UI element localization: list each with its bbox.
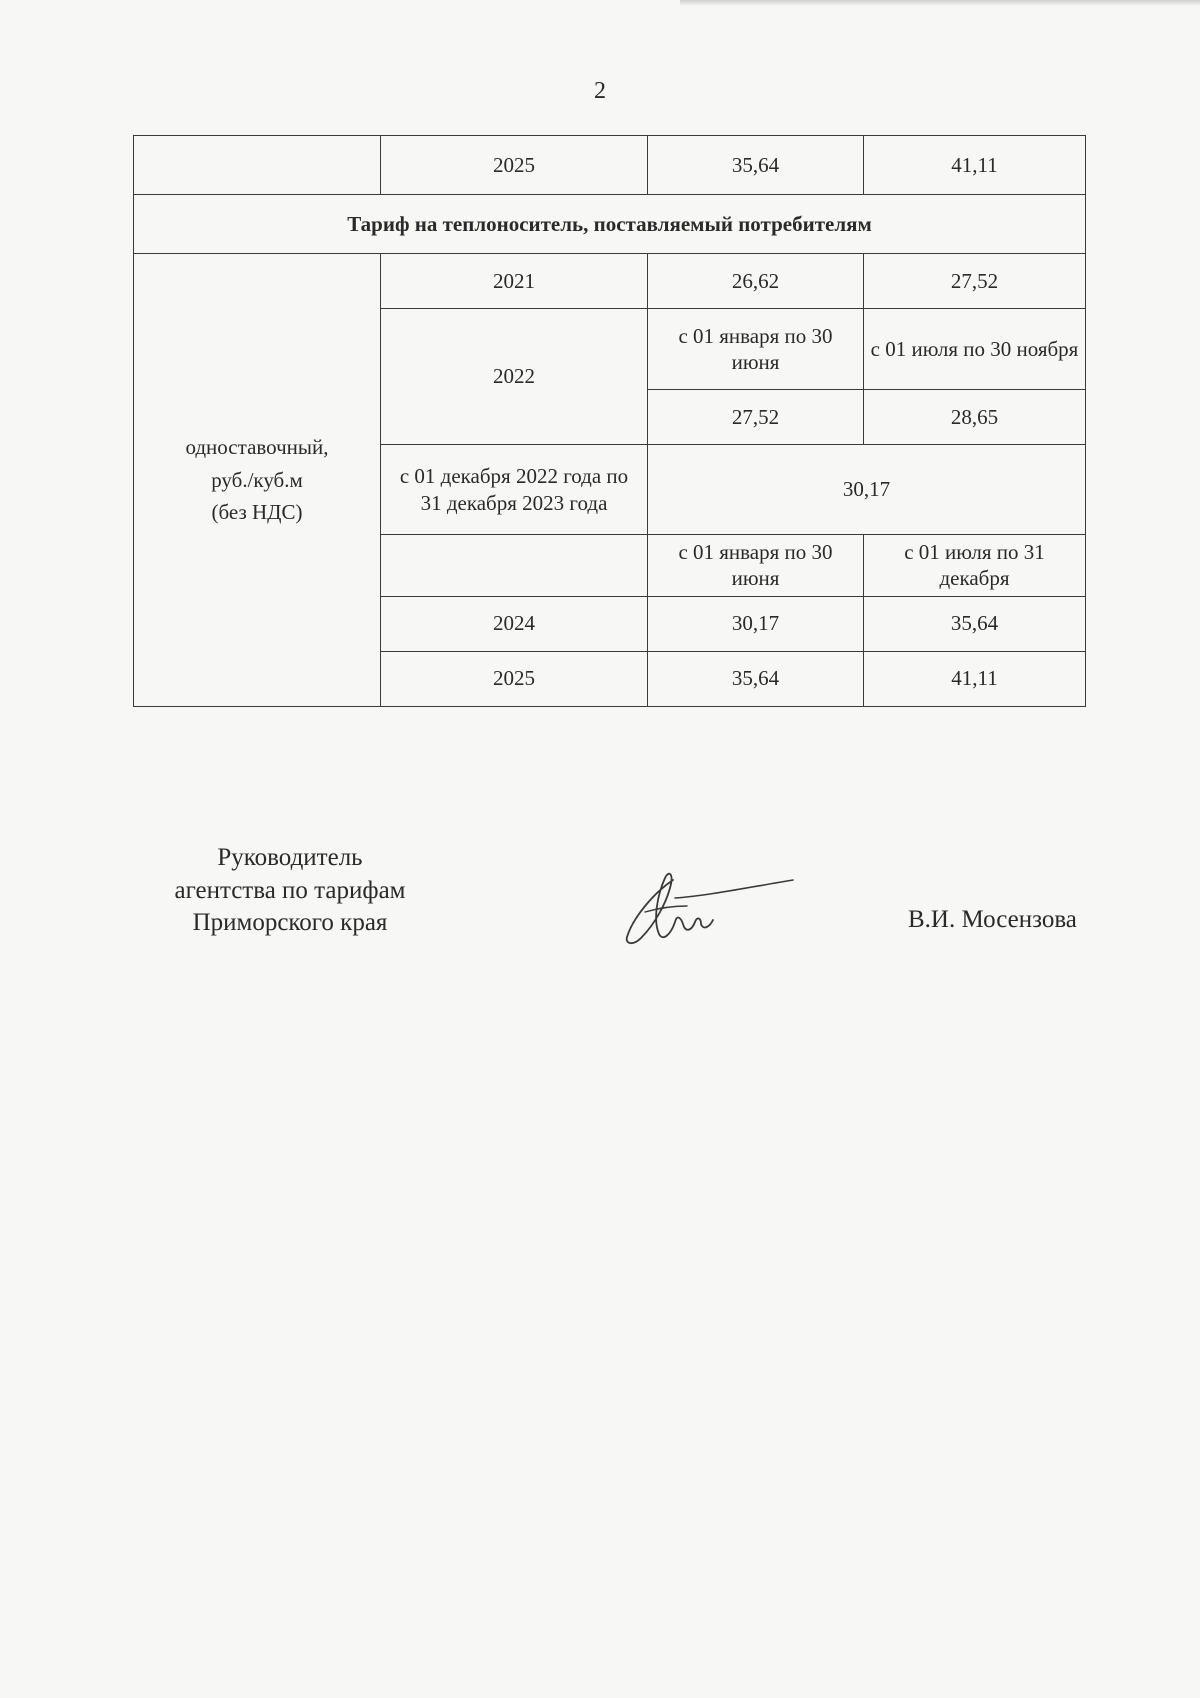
value-cell: 35,64 (864, 596, 1086, 651)
tariff-table (133, 135, 1086, 707)
tariff-type-line: одноставочный, (185, 435, 329, 460)
value-cell: 28,65 (864, 390, 1086, 445)
value-cell: 35,64 (648, 136, 864, 195)
year-cell: 2021 (381, 254, 648, 309)
signer-name: В.И. Мосензова (908, 906, 1077, 933)
period-cell: с 01 июля по 31 декабря (864, 535, 1086, 597)
value-cell: 27,52 (648, 390, 864, 445)
value-cell: 27,52 (864, 254, 1086, 309)
signature-block (0, 842, 1200, 962)
period-cell: с 01 января по 30 июня (648, 309, 864, 390)
signer-title-line: агентства по тарифам (174, 876, 406, 904)
year-cell: 2025 (381, 651, 648, 706)
year-cell: 2022 (381, 309, 648, 445)
value-cell: 30,17 (648, 445, 1086, 535)
signer-title-line: Руководитель (217, 844, 363, 871)
tariff-type-line: (без НДС) (211, 499, 303, 524)
value-cell: 30,17 (648, 596, 864, 651)
empty-cell (134, 136, 381, 195)
value-cell: 26,62 (648, 254, 864, 309)
scan-edge-line (680, 0, 1200, 6)
period-cell: с 01 декабря 2022 года по 31 декабря 2023 года (381, 445, 648, 535)
period-cell: с 01 июля по 30 ноября (864, 309, 1086, 390)
table-row (134, 254, 1086, 309)
handwritten-signature (615, 862, 805, 952)
value-cell: 35,64 (648, 651, 864, 706)
page-number: 2 (594, 78, 606, 104)
year-cell: 2025 (381, 136, 648, 195)
section-title: Тариф на теплоноситель, поставляемый потребителям (134, 195, 1086, 254)
signer-title-line: Приморского края (192, 909, 388, 936)
table-row (134, 136, 1086, 195)
period-cell: с 01 января по 30 июня (648, 535, 864, 597)
value-cell: 41,11 (864, 136, 1086, 195)
table-row (134, 195, 1086, 254)
year-cell: 2024 (381, 596, 648, 651)
tariff-type-line: руб./куб.м (211, 467, 303, 492)
value-cell: 41,11 (864, 651, 1086, 706)
signer-title (130, 842, 450, 940)
tariff-type-cell (134, 254, 381, 707)
empty-cell (381, 535, 648, 597)
